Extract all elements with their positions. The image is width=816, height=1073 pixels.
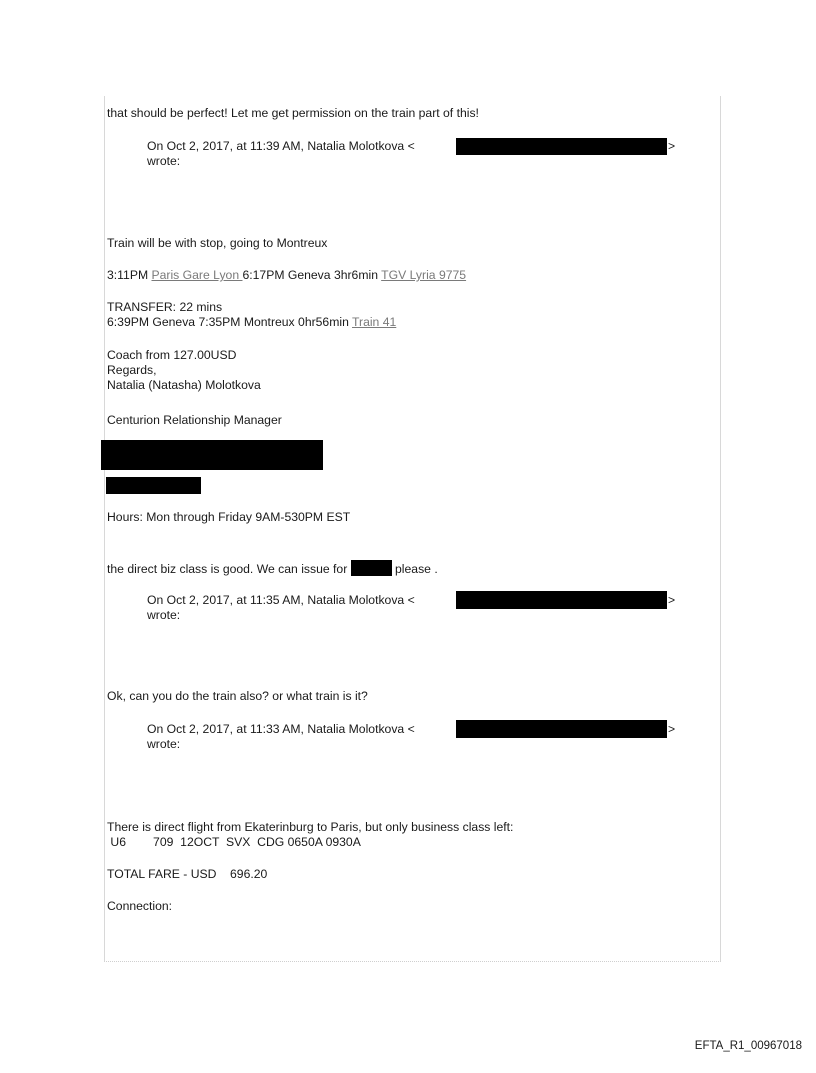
connection-label: Connection: — [107, 899, 173, 913]
quote-close-bracket-3: > — [668, 722, 676, 736]
train-intro: Train will be with stop, going to Montreux — [107, 236, 328, 250]
signer-name: Natalia (Natasha) Molotkova — [107, 378, 261, 392]
transfer-info: TRANSFER: 22 mins — [107, 300, 223, 314]
reply-message-1: that should be perfect! Let me get permission on the train part of this! — [107, 106, 479, 120]
quote-wrote-3: wrote: — [147, 737, 181, 751]
train-41-link[interactable]: Train 41 — [352, 315, 397, 329]
reply2-after: please . — [391, 562, 438, 576]
document-id-footer: EFTA_R1_00967018 — [694, 1040, 802, 1052]
redaction-phone — [106, 477, 201, 494]
flight-intro: There is direct flight from Ekaterinburg to Paris, but only business class left: — [107, 820, 514, 834]
leg2-text: 6:39PM Geneva 7:35PM Montreux 0hr56min — [107, 315, 353, 329]
signer-title: Centurion Relationship Manager — [107, 413, 282, 427]
leg1-middle: 6:17PM Geneva 3hr6min — [242, 268, 382, 282]
coach-price: Coach from 127.00USD — [107, 348, 237, 362]
reply-message-2 — [107, 560, 438, 577]
quote-wrote-1: wrote: — [147, 154, 181, 168]
train-leg-1 — [107, 268, 466, 283]
leg1-time: 3:11PM — [107, 268, 152, 282]
quote-wrote-2: wrote: — [147, 608, 181, 622]
train-leg-2 — [107, 315, 396, 330]
quote-close-bracket-2: > — [668, 593, 676, 607]
redaction-email-3 — [456, 720, 667, 738]
reply-message-3: Ok, can you do the train also? or what train is it? — [107, 689, 368, 703]
redaction-email-1 — [456, 138, 667, 155]
redaction-name — [351, 560, 392, 576]
tgv-lyria-link[interactable]: TGV Lyria 9775 — [381, 268, 467, 282]
quote-header-1 — [147, 139, 415, 154]
paris-gare-lyon-link[interactable]: Paris Gare Lyon — [151, 268, 243, 282]
quote-on-text: On Oct 2, 2017, at 11:39 AM, Natalia Molotkova < — [147, 139, 415, 153]
redaction-email-2 — [456, 591, 667, 609]
total-fare: TOTAL FARE - USD 696.20 — [107, 867, 268, 881]
office-hours: Hours: Mon through Friday 9AM-530PM EST — [107, 510, 351, 524]
quote-header-2: On Oct 2, 2017, at 11:35 AM, Natalia Molotkova < — [147, 593, 415, 607]
redaction-signature-block — [101, 440, 323, 470]
quote-header-3: On Oct 2, 2017, at 11:33 AM, Natalia Molotkova < — [147, 722, 415, 736]
regards-text: Regards, — [107, 363, 157, 377]
flight-line: U6 709 12OCT SVX CDG 0650A 0930A — [107, 835, 361, 849]
reply2-before: the direct biz class is good. We can issue for — [107, 562, 351, 576]
quote-close-bracket: > — [668, 139, 676, 153]
